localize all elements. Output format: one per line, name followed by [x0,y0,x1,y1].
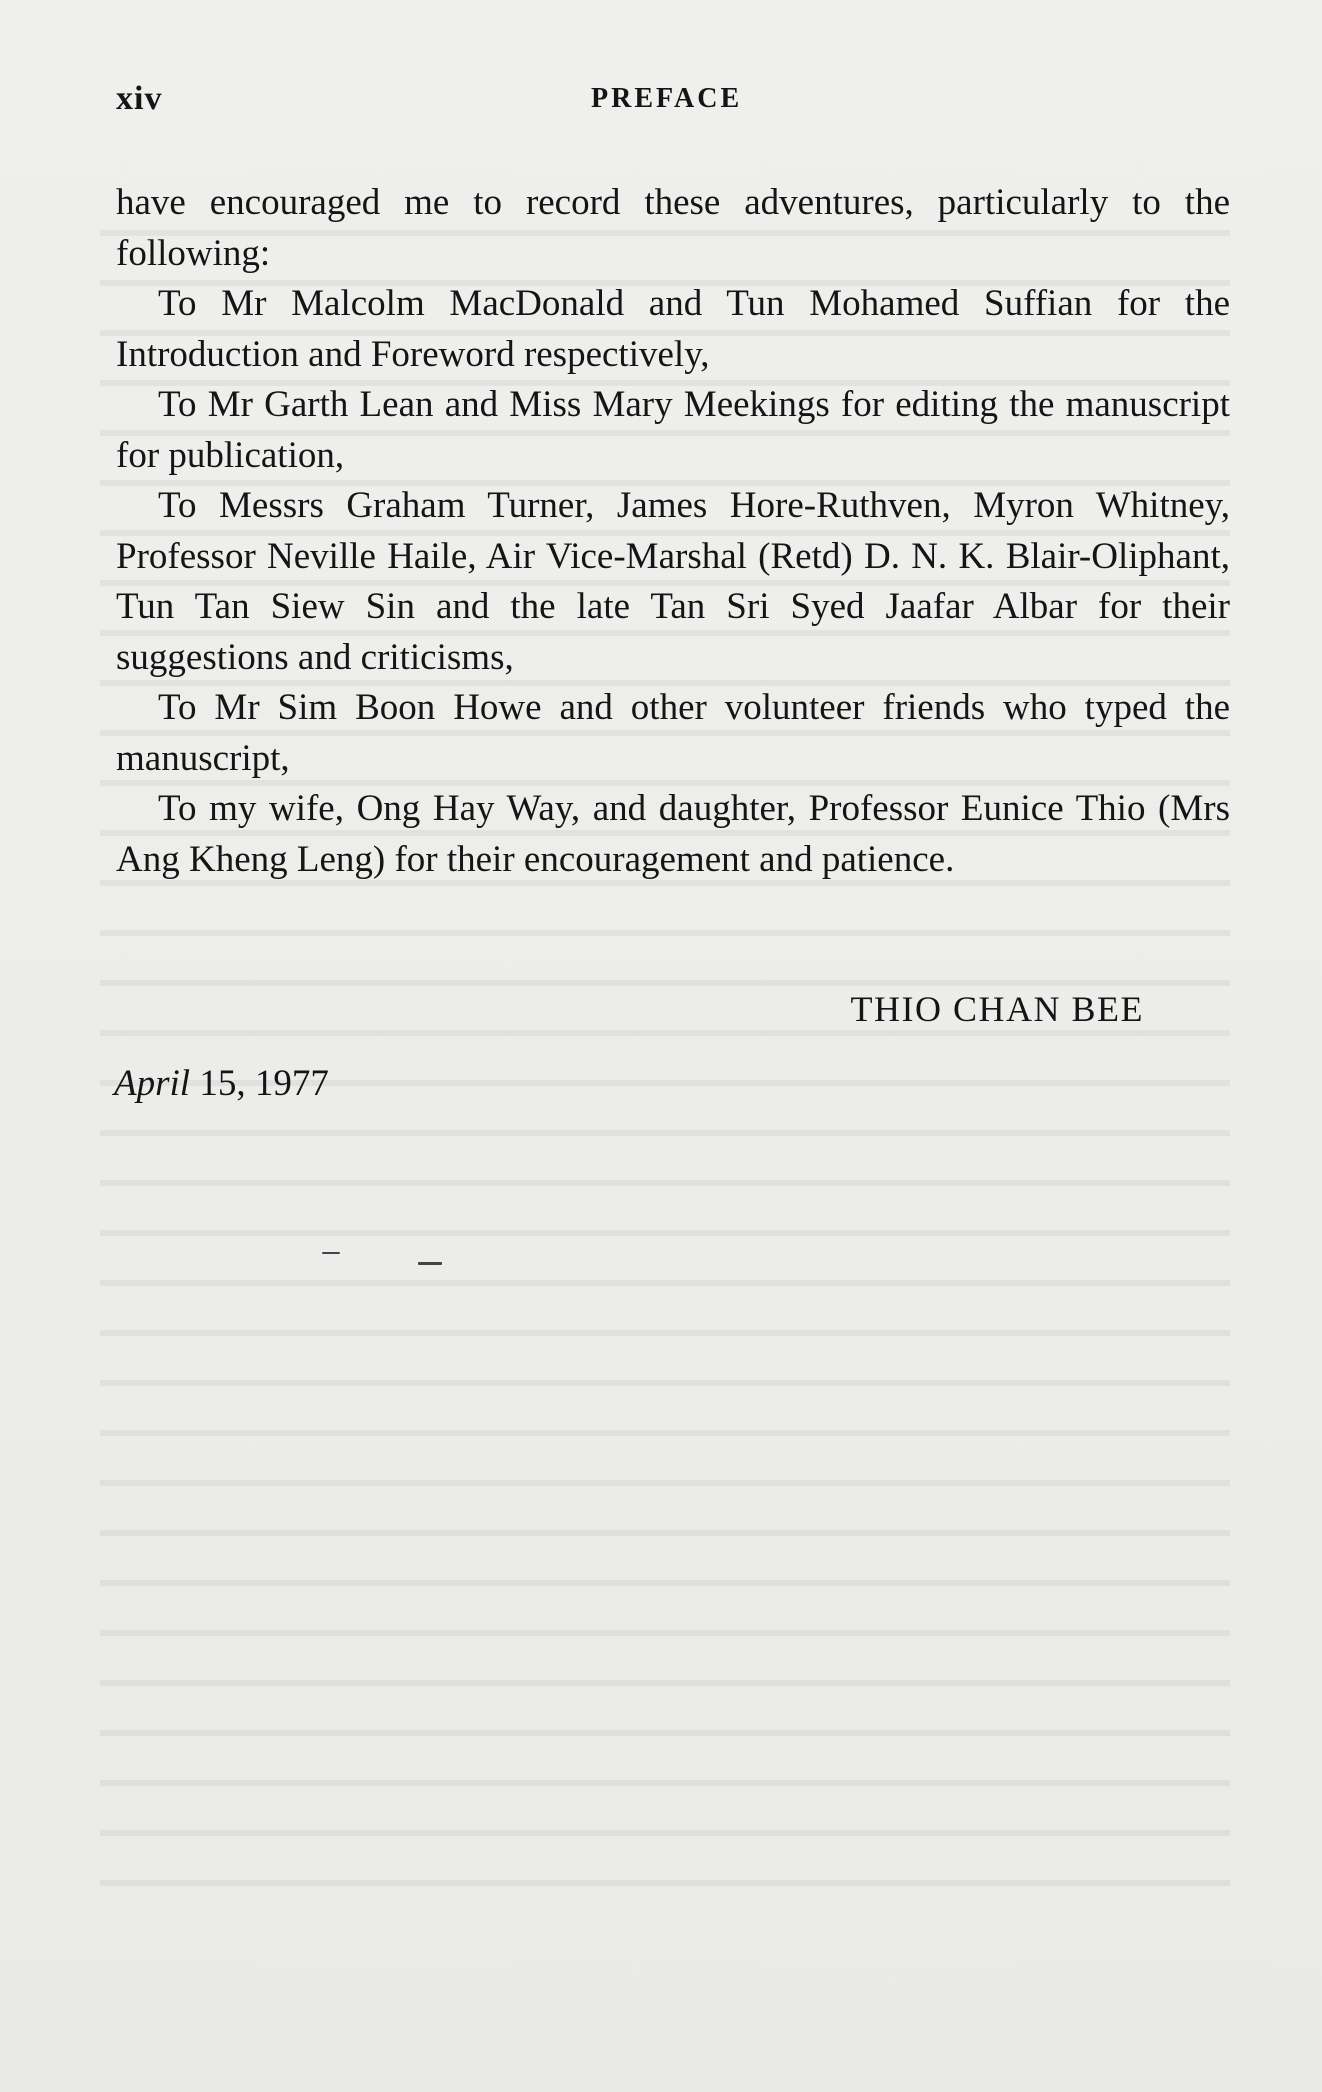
ink-mark [322,1252,340,1254]
ink-mark [418,1262,442,1265]
author-signature: THIO CHAN BEE [850,989,1144,1029]
paragraph-acknowledgement: To my wife, Ong Hay Way, and daughter, Professor Eunice Thio (Mrs Ang Kheng Leng) for their encouragement and patience. [116,788,1230,880]
paragraph-acknowledgement: To Messrs Graham Turner, James Hore-Ruthven, Myron Whitney, Professor Neville Haile, Air Vice-Marshal (Retd) D. N. K. Blair-Oliphant, Tun Tan Siew Sin and the late Tan Sri Syed Jaafar Albar for their suggestions and criticisms, [116,485,1230,678]
paragraph-acknowledgement: To Mr Malcolm MacDonald and Tun Mohamed Suffian for the Introduction and Foreword respectively, [116,283,1230,375]
page-header [116,80,1230,130]
paragraph-acknowledgement: To Mr Sim Boon Howe and other volunteer friends who typed the manuscript, [116,687,1230,779]
page-number: xiv [116,80,163,117]
preface-body [116,178,1230,885]
running-head: PREFACE [591,83,743,114]
paragraph-continuation: have encouraged me to record these adventures, particularly to the following: [116,182,1230,274]
paragraph-acknowledgement: To Mr Garth Lean and Miss Mary Meekings for editing the manuscript for publication, [116,384,1230,476]
preface-date [114,1062,329,1105]
date-rest: 15, 1977 [190,1063,329,1104]
date-month: April [114,1063,191,1104]
